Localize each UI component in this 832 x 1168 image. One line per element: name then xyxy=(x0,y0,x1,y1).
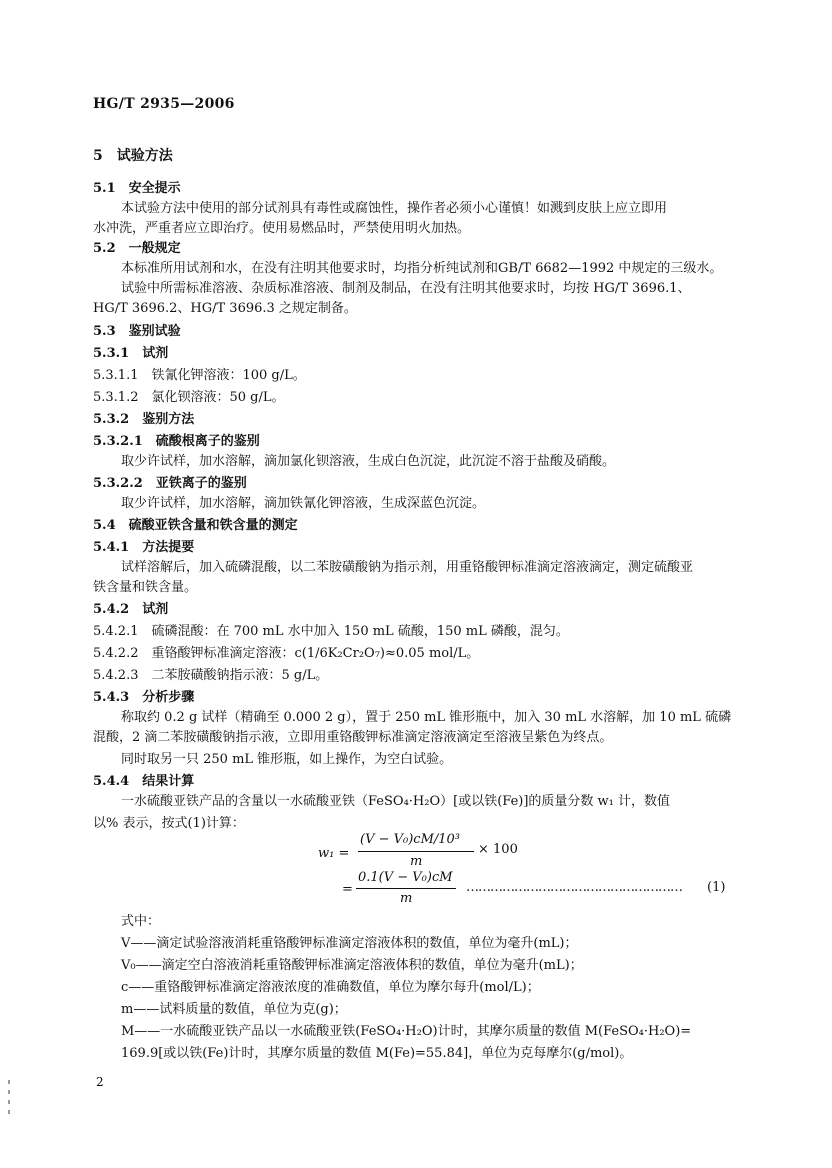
paragraph-line: 混酸，2 滴二苯胺磺酸钠指示液，立即用重铬酸钾标准滴定溶液滴定至溶液呈紫色为终点。 xyxy=(93,730,613,745)
paragraph-line: HG/T 3696.2、HG/T 3696.3 之规定制备。 xyxy=(93,301,357,316)
section-heading: 5.4.1 方法提要 xyxy=(93,540,195,555)
fraction-bar-2 xyxy=(356,888,456,889)
section-heading: 5.3.2 鉴别方法 xyxy=(93,412,195,427)
formula-leader-dots: ……………………………………………… xyxy=(466,880,682,895)
formula-denominator-1: m xyxy=(410,854,423,869)
paragraph-line: V——滴定试验溶液消耗重铬酸钾标准滴定溶液体积的数值，单位为毫升(mL)； xyxy=(121,936,578,951)
paragraph-line: 5.3.1.2 氯化钡溶液：50 g/L。 xyxy=(93,390,285,405)
section-heading: 5.3.2.1 硫酸根离子的鉴别 xyxy=(93,434,260,449)
paragraph-line: 称取约 0.2 g 试样（精确至 0.000 2 g），置于 250 mL 锥形瓶中，加入 30 mL 水溶解，加 10 mL 硫磷 xyxy=(121,710,732,725)
paragraph-line: 169.9[或以铁(Fe)计时，其摩尔质量的数值 M(Fe)=55.84]，单位为克每摩尔(g/mol)。 xyxy=(121,1046,633,1061)
fraction-bar-1 xyxy=(358,851,474,852)
section-heading: 5.2 一般规定 xyxy=(93,241,181,256)
formula-lhs: w₁ = xyxy=(318,846,350,861)
paragraph-line: 同时取另一只 250 mL 锥形瓶，如上操作，为空白试验。 xyxy=(121,752,453,767)
paragraph-line: 5.3.1.1 铁氰化钾溶液：100 g/L。 xyxy=(93,368,306,383)
paragraph-line: 试样溶解后，加入硫磷混酸，以二苯胺磺酸钠为指示剂，用重铬酸钾标准滴定溶液滴定，测定硫酸亚 xyxy=(121,560,694,575)
paragraph-line: 5.4.2.3 二苯胺磺酸钠指示液：5 g/L。 xyxy=(93,668,329,683)
section-heading: 5.4.3 分析步骤 xyxy=(93,690,195,705)
paragraph-line: 本标准所用试剂和水，在没有注明其他要求时，均指分析纯试剂和GB/T 6682—1992 中规定的三级水。 xyxy=(121,261,723,276)
section-heading: 5.4.2 试剂 xyxy=(93,602,169,617)
paragraph-line: 铁含量和铁含量。 xyxy=(93,580,198,595)
section-heading: 5.3 鉴别试验 xyxy=(93,324,181,339)
paragraph-line: c——重铬酸钾标准滴定溶液浓度的准确数值，单位为摩尔每升(mol/L)； xyxy=(121,980,540,995)
paragraph-line: 以% 表示，按式(1)计算： xyxy=(93,816,245,831)
formula-numerator-2: 0.1(V − V₀)cM xyxy=(358,870,453,885)
paragraph-line: 水冲洗，严重者应立即治疗。使用易燃品时，严禁使用明火加热。 xyxy=(93,221,471,236)
paragraph-line: 式中： xyxy=(121,914,161,929)
formula-numerator-1: (V − V₀)cM/10³ xyxy=(360,832,461,847)
paragraph-line: M——一水硫酸亚铁产品以一水硫酸亚铁(FeSO₄·H₂O)计时，其摩尔质量的数值 M(FeSO₄·H₂O)= xyxy=(121,1024,692,1039)
paragraph-line: m——试料质量的数值，单位为克(g)； xyxy=(121,1002,347,1017)
paragraph-line: 取少许试样，加水溶解，滴加氯化钡溶液，生成白色沉淀，此沉淀不溶于盐酸及硝酸。 xyxy=(121,454,616,469)
formula-times-100: × 100 xyxy=(478,842,518,857)
section-title: 5 试验方法 xyxy=(93,148,173,164)
paragraph-line: 一水硫酸亚铁产品的含量以一水硫酸亚铁（FeSO₄·H₂O）[或以铁(Fe)]的质量分数 w₁ 计，数值 xyxy=(121,794,671,809)
binding-marks xyxy=(8,1080,10,1120)
formula-equals-2: = xyxy=(342,882,353,897)
paragraph-line: 5.4.2.2 重铬酸钾标准滴定溶液：c(1/6K₂Cr₂O₇)≈0.05 mol/L。 xyxy=(93,646,480,661)
paragraph-line: 本试验方法中使用的部分试剂具有毒性或腐蚀性，操作者必须小心谨慎！如溅到皮肤上应立即用 xyxy=(121,201,668,216)
formula-denominator-2: m xyxy=(400,891,413,906)
paragraph-line: V₀——滴定空白溶液消耗重铬酸钾标准滴定溶液体积的数值，单位为毫升(mL)； xyxy=(121,958,583,973)
section-heading: 5.4.4 结果计算 xyxy=(93,774,195,789)
document-code: HG/T 2935—2006 xyxy=(93,96,235,112)
paragraph-line: 取少许试样，加水溶解，滴加铁氰化钾溶液，生成深蓝色沉淀。 xyxy=(121,496,486,511)
section-heading: 5.3.1 试剂 xyxy=(93,346,169,361)
paragraph-line: 5.4.2.1 硫磷混酸：在 700 mL 水中加入 150 mL 硫酸，150 mL 磷酸，混匀。 xyxy=(93,624,569,639)
section-heading: 5.4 硫酸亚铁含量和铁含量的测定 xyxy=(93,518,298,533)
page-number: 2 xyxy=(96,1075,104,1089)
paragraph-line: 试验中所需标准溶液、杂质标准溶液、制剂及制品，在没有注明其他要求时，均按 HG/T 3696.1、 xyxy=(121,281,691,296)
equation-number: (1) xyxy=(707,880,726,895)
section-heading: 5.1 安全提示 xyxy=(93,181,181,196)
section-heading: 5.3.2.2 亚铁离子的鉴别 xyxy=(93,476,247,491)
